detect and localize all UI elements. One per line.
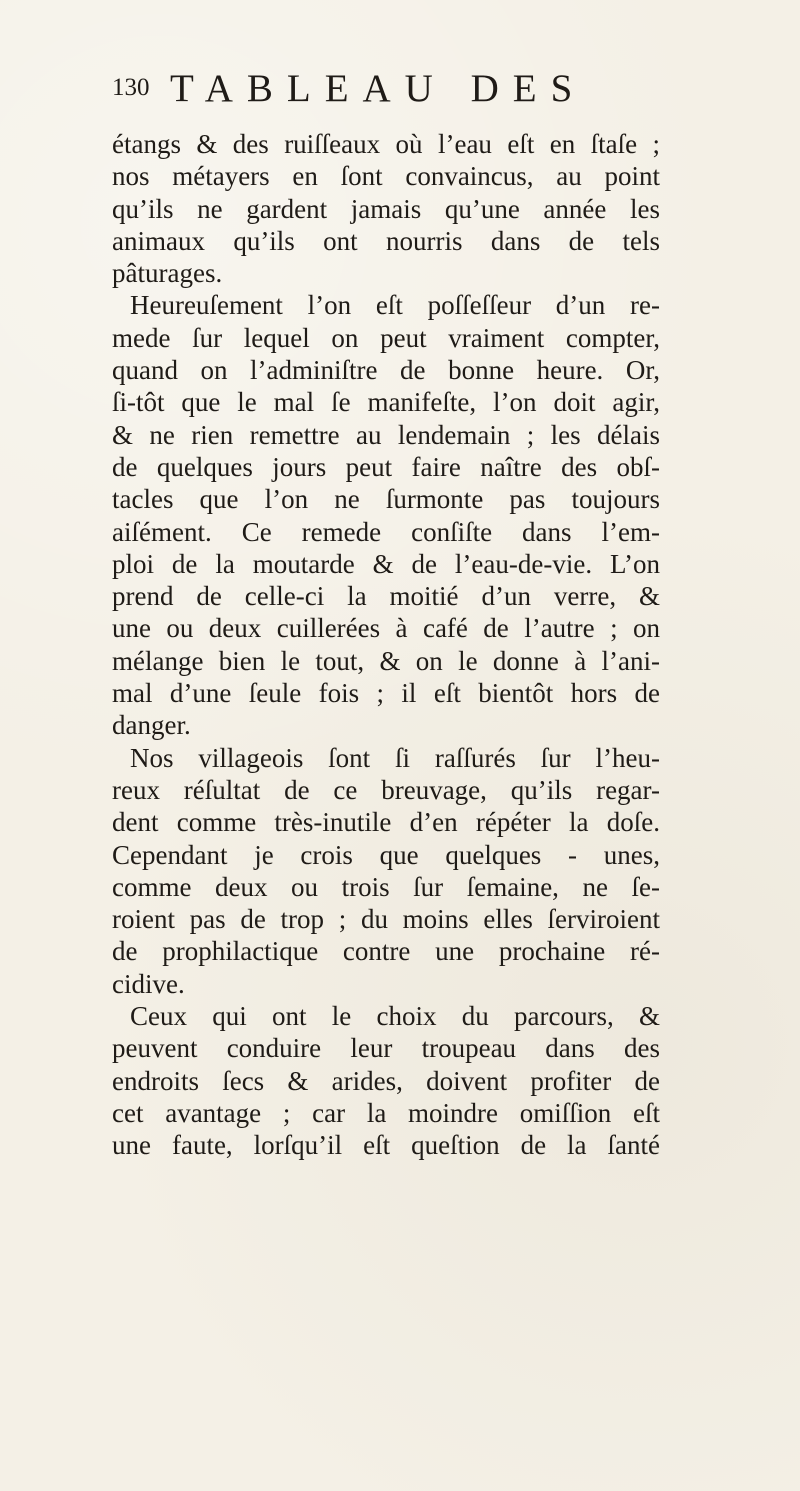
text-line: quand on l’adminiſtre de bonne heure. Or, — [112, 355, 660, 386]
body-text — [112, 128, 660, 1162]
text-line: de prophilactique contre une prochaine ré- — [112, 936, 660, 967]
text-line: une ou deux cuillerées à café de l’autre ; on — [112, 613, 660, 644]
text-line: aiſément. Ce remede conſiſte dans l’em- — [112, 516, 660, 547]
text-line: tacles que l’on ne ſurmonte pas toujours — [112, 484, 660, 515]
text-line: dent comme très-inutile d’en répéter la doſe. — [112, 807, 660, 838]
text-line: Cependant je crois que quelques - unes, — [112, 839, 660, 870]
page-number: 130 — [112, 74, 150, 101]
text-line: danger. — [112, 710, 191, 741]
text-line: comme deux ou trois ſur ſemaine, ne ſe- — [112, 871, 660, 902]
text-line: & ne rien remettre au lendemain ; les délais — [112, 419, 660, 450]
text-line: mélange bien le tout, & on le donne à l’ani- — [112, 645, 660, 676]
text-line: nos métayers en ſont convaincus, au point — [112, 161, 660, 192]
text-line: de quelques jours peut faire naître des obſ- — [112, 451, 660, 482]
text-line: mede ſur lequel on peut vraiment compter, — [112, 322, 660, 353]
text-line: cet avantage ; car la moindre omiſſion eſt — [112, 1097, 660, 1128]
running-title: TABLEAU DES — [170, 67, 587, 110]
text-line: animaux qu’ils ont nourris dans de tels — [112, 225, 660, 256]
text-line: Nos villageois ſont ſi raſſurés ſur l’heu- — [130, 742, 660, 773]
text-line: endroits ſecs & arides, doivent profiter de — [112, 1065, 660, 1096]
page-header — [112, 66, 672, 110]
text-line: Heureuſement l’on eſt poſſeſſeur d’un re- — [130, 290, 660, 321]
text-line: prend de celle-ci la moitié d’un verre, & — [112, 581, 660, 612]
text-line: une faute, lorſqu’il eſt queſtion de la ſanté — [112, 1130, 660, 1161]
text-line: qu’ils ne gardent jamais qu’une année les — [112, 193, 660, 224]
text-line: cidive. — [112, 968, 185, 999]
text-line: reux réſultat de ce breuvage, qu’ils regar- — [112, 774, 660, 805]
text-line: ſi-tôt que le mal ſe manifeſte, l’on doit agir, — [112, 387, 660, 418]
text-line: étangs & des ruiſſeaux où l’eau eſt en ſtaſe ; — [112, 129, 660, 159]
text-line: roient pas de trop ; du moins elles ſerviroient — [112, 904, 660, 935]
text-line: pâturages. — [112, 258, 223, 289]
text-line: mal d’une ſeule fois ; il eſt bientôt hors de — [112, 678, 660, 709]
text-line: peuvent conduire leur troupeau dans des — [112, 1033, 660, 1064]
text-line: ploi de la moutarde & de l’eau-de-vie. L’on — [112, 548, 660, 579]
text-line: Ceux qui ont le choix du parcours, & — [130, 1001, 660, 1032]
